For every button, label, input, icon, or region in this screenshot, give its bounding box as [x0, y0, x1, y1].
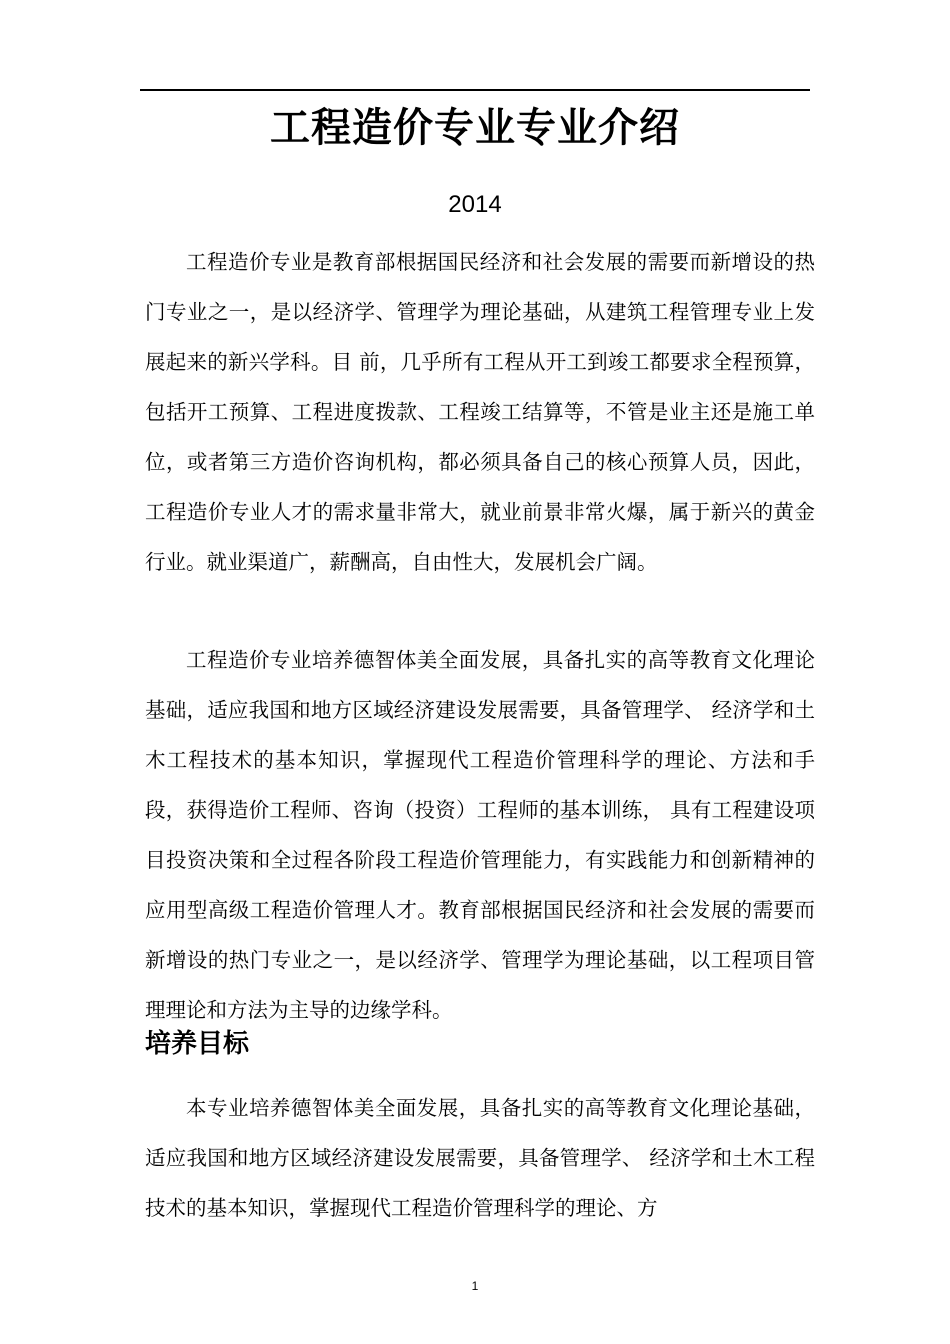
intro-paragraph-2: 工程造价专业培养德智体美全面发展，具备扎实的高等教育文化理论基础，适应我国和地方区域经济建设发展需要，具备管理学、 经济学和土木工程技术的基本知识，掌握现代工程造价管理科学的理论、方法和手段，获得造价工程师、咨询（投资）工程师的基本训练， 具有工程建设项目投资决策和全过程各阶段工程造价管理能力，有实践能力和创新精神的应用型高级工程造价管理人才。教育部根据国民经济和社会发展的需要而新增设的热门专业之一，是以经济学、管理学为理论基础，以工程项目管理理论和方法为主导的边缘学科。: [145, 648, 815, 1022]
section-heading: 培养目标: [145, 1029, 250, 1059]
document-year: 2014: [448, 191, 502, 218]
header-rule: [140, 89, 810, 91]
page-number: 1: [471, 1279, 479, 1293]
document-title: 工程造价专业专业介绍: [270, 105, 680, 151]
section-paragraph: 本专业培养德智体美全面发展，具备扎实的高等教育文化理论基础，适应我国和地方区域经济建设发展需要，具备管理学、 经济学和土木工程技术的基本知识，掌握现代工程造价管理科学的理论、方: [145, 1096, 815, 1220]
intro-paragraph-1: 工程造价专业是教育部根据国民经济和社会发展的需要而新增设的热门专业之一，是以经济学、管理学为理论基础，从建筑工程管理专业上发展起来的新兴学科。目 前，几乎所有工程从开工到竣工都要求全程预算，包括开工预算、工程进度拨款、工程竣工结算等，不管是业主还是施工单位，或者第三方造价咨询机构，都必须具备自己的核心预算人员，因此，工程造价专业人才的需求量非常大，就业前景非常火爆，属于新兴的黄金行业。就业渠道广，薪酬高，自由性大，发展机会广阔。: [145, 250, 815, 574]
